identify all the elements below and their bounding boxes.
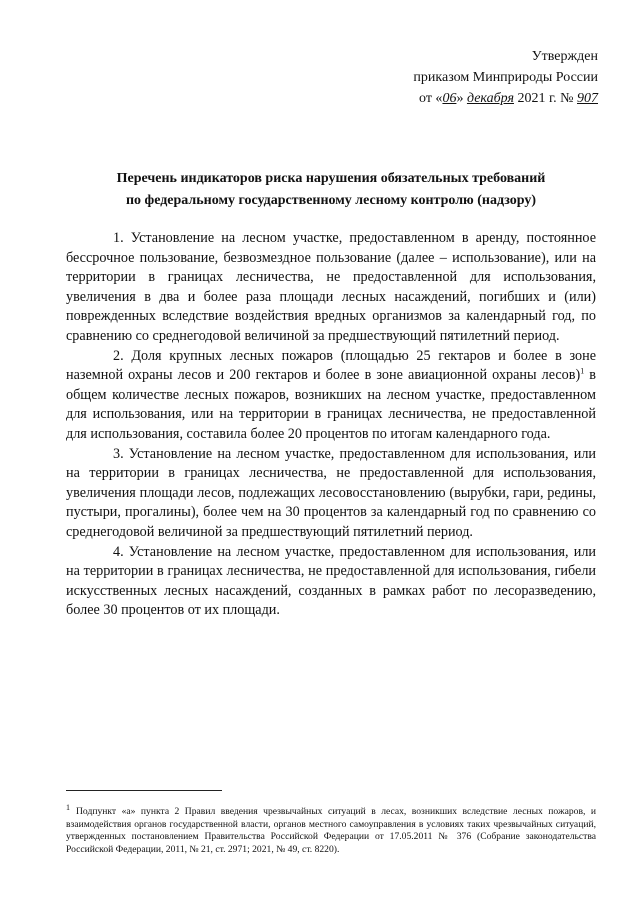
paragraph-1: 1. Установление на лесном участке, предоставленном в аренду, постоянное бессрочное пользование, безвозмездное пользование (далее – использование), или на территории в границах лесничества, не предоставленной для использования, увеличения в два и более раза площади лесных насаждений, погибших и (или) поврежденных вследствие воздействия вредных организмов за календарный год, по сравнению со среднегодовой величиной за предшествующий пятилетний период. [66,230,596,344]
paragraph-2-text-cont: в общем количестве лесных пожаров, возникших на лесном участке, предоставленном для использования, или на территории в границах лесничества, не предоставленной для использования, составила более 20 процентов по итогам календарного года. [66,367,597,442]
footnote-mark: 1 [66,803,70,812]
approval-heading: Утвержден [531,49,598,64]
date-prefix: от « [419,91,443,106]
handwritten-number: 907 [577,91,598,106]
title-line-1: Перечень индикаторов риска нарушения обязательных требований [116,171,546,186]
date-mid: » [456,91,464,106]
paragraph-4: 4. Установление на лесном участке, предоставленном для использования, или на территории в границах лесничества, не предоставленной для использования, гибели искусственных лесных насаждений, созданных в рамках работ по лесоразведению, более 30 процентов от их площади. [66,543,596,619]
paragraph-2-text: 2. Доля крупных лесных пожаров (площадью 25 гектаров и более в зоне наземной охраны лесов и 200 гектаров и более в зоне авиационной охраны лесов) [66,347,596,384]
handwritten-month: декабря [466,91,514,106]
document-title [66,168,596,212]
paragraph-2 [66,347,596,445]
title-line-2: по федеральному государственному лесному контролю (надзору) [125,193,537,208]
document-body [66,229,596,621]
paragraph-3: 3. Установление на лесном участке, предоставленном для использования, или на территории в границах лесничества, не предоставленной для использования, увеличения площади лесов, подлежащих лесовосстановлению (вырубки, гари, редины, пустыри, прогалины), более чем на 30 процентов за календарный год по сравнению со среднегодовой величиной за предшествующий пятилетний период. [66,445,596,540]
handwritten-day: 06 [442,91,457,106]
footnote [66,802,596,857]
footnote-divider [66,790,222,791]
approval-block [298,46,598,109]
footnote-text: Подпункт «а» пункта 2 Правил введения чрезвычайных ситуаций в лесах, возникших вследствие лесных пожаров, и взаимодействия органов государственной власти, органов местного самоуправления в условиях таких чрезвычайных ситуаций, утвержденных постановлением Правительства Российской Федерации от 17.05.2011 № 376 (Собрание законодательства Российской Федерации, 2011, № 21, ст. 2971; 2021, № 49, ст. 8220). [66,806,596,855]
year-text: 2021 г. № [517,91,574,106]
approval-date-line [298,88,598,109]
approval-order-line: приказом Минприроды России [413,70,598,85]
footnote-reference: 1 [580,366,585,376]
